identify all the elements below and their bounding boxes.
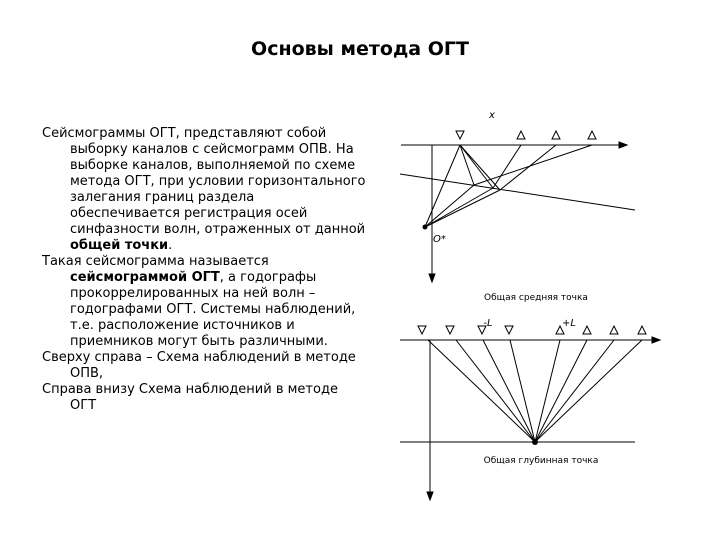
- bold-common-point: общей точки: [70, 238, 169, 253]
- receiver-triangle: [638, 326, 646, 334]
- common-depth-point-dot: [532, 439, 538, 445]
- reflector-line: [400, 174, 635, 210]
- common-depth-point-caption: Общая глубинная точка: [483, 456, 599, 466]
- source-triangle: [446, 326, 454, 334]
- paragraph-3: Сверху справа – Схема наблюдений в методе ОПВ,: [42, 350, 356, 381]
- page-title: Основы метода ОГТ: [251, 38, 469, 60]
- plus-l-label: +L: [562, 318, 576, 329]
- paragraph-2: Такая сейсмограмма называется сейсмограммой ОГТ, а годографы прокоррелированных на ней волн – годографами ОГТ. Системы наблюдений, т.е. расположение источников и приемников могут быть различными.: [42, 254, 356, 349]
- x-axis-arrow: [619, 142, 627, 148]
- paragraph-1: Сейсмограммы ОГТ, представляют собой выборку каналов с сейсмограмм ОПВ. На выборке каналов, выполняемой по схеме метода ОГТ, при условии горизонтального залегания границ раздела обеспечивается регистрация осей синфазности волн, отраженных от данной общей точки.: [42, 126, 366, 253]
- source-triangle: [418, 326, 426, 334]
- common-midpoint-caption: Общая средняя точка: [484, 293, 588, 303]
- body-text: [42, 126, 367, 414]
- minus-l-label: -L: [483, 318, 493, 329]
- x-axis-arrow-bottom: [652, 337, 660, 343]
- receiver-triangle: [583, 326, 591, 334]
- point-label: O*: [433, 234, 446, 245]
- image-point-dot: [423, 225, 428, 230]
- receiver-triangle: [517, 131, 525, 139]
- depth-axis-arrow-top: [429, 274, 435, 282]
- schemes-diagram: [390, 100, 690, 520]
- receiver-triangle: [588, 131, 596, 139]
- axis-x-label: x: [489, 110, 495, 121]
- depth-axis-arrow-bottom: [427, 492, 433, 500]
- receiver-triangle: [552, 131, 560, 139]
- source-triangle: [505, 326, 513, 334]
- receiver-triangle: [610, 326, 618, 334]
- bold-cdp-seismogram: сейсмограммой ОГТ: [70, 270, 220, 285]
- source-triangle: [456, 131, 464, 139]
- paragraph-4: Справа внизу Схема наблюдений в методе ОГТ: [42, 382, 338, 413]
